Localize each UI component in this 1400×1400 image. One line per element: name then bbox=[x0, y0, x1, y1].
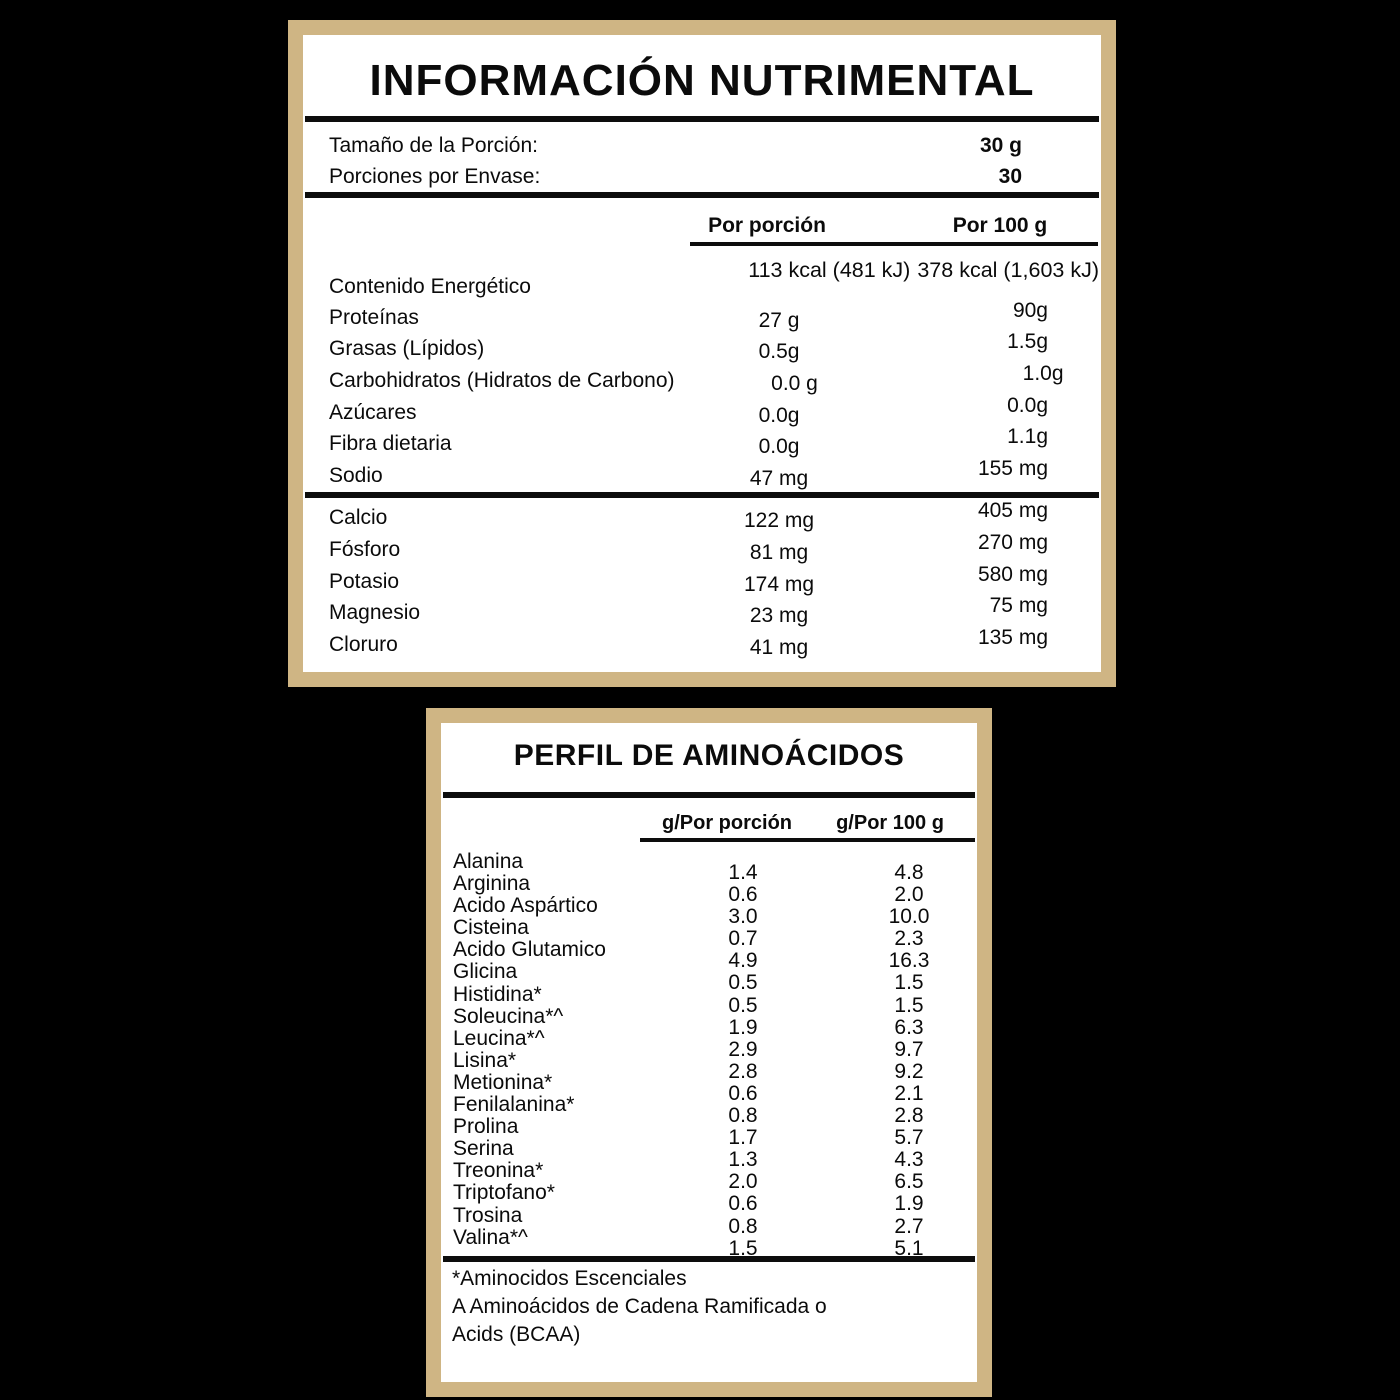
amino-label: Histidina* bbox=[453, 982, 542, 1006]
per-100g-value: 9.2 bbox=[894, 1059, 924, 1083]
per-serving-value: 3.0 bbox=[728, 905, 758, 929]
serving-size-label: Tamaño de la Porción: bbox=[329, 133, 538, 157]
per-serving-value: 0.6 bbox=[728, 1192, 758, 1216]
per-100g-value: 1.5 bbox=[894, 993, 924, 1017]
table-row bbox=[303, 499, 1101, 535]
per-100g-value: 155 mg bbox=[977, 456, 1048, 480]
energy-per-serving-value: 113 kcal (481 kJ) bbox=[748, 258, 911, 282]
per-serving-value: 1.5 bbox=[728, 1236, 758, 1260]
per-serving-value: 174 mg bbox=[743, 572, 815, 596]
amino-column-headers bbox=[441, 798, 977, 838]
mineral-label: Fósforo bbox=[329, 537, 401, 561]
mineral-label: Calcio bbox=[329, 506, 388, 530]
energy-label: Contenido Energético bbox=[329, 275, 531, 298]
amino-label: Fenilalanina* bbox=[453, 1093, 575, 1117]
per-serving-value: 1.7 bbox=[728, 1126, 758, 1150]
per-100g-value: 16.3 bbox=[888, 949, 930, 973]
nutrient-label: Proteínas bbox=[329, 305, 419, 329]
per-100g-column-header: Por 100 g bbox=[952, 214, 1048, 237]
per-serving-value: 0.0g bbox=[758, 435, 800, 459]
per-100g-value: 1.1g bbox=[1007, 425, 1048, 449]
energy-row bbox=[303, 246, 1101, 296]
table-row bbox=[303, 594, 1101, 629]
per-serving-value: 0.8 bbox=[728, 1104, 758, 1128]
per-serving-value: 1.3 bbox=[728, 1148, 758, 1172]
serving-section bbox=[303, 122, 1101, 192]
amino-label: Arginina bbox=[453, 872, 531, 896]
per-serving-value: 4.9 bbox=[728, 949, 758, 973]
per-serving-value: 0.6 bbox=[728, 883, 758, 907]
amino-label: Cisteina bbox=[453, 916, 529, 940]
per-serving-value: 0.5 bbox=[728, 993, 758, 1017]
table-row bbox=[303, 330, 1101, 366]
per-100g-value: 4.3 bbox=[894, 1148, 924, 1172]
nutrition-panel-title: INFORMACIÓN NUTRIMENTAL bbox=[369, 56, 1035, 105]
per-100g-value: 1.5 bbox=[894, 971, 924, 995]
footnote-bcaa-line2: Acids (BCAA) bbox=[452, 1322, 581, 1346]
per-100g-value: 5.7 bbox=[894, 1126, 924, 1150]
footnote-essential-aminoacids: *Aminocidos Escenciales bbox=[452, 1266, 687, 1290]
nutrient-label: Carbohidratos (Hidratos de Carbono) bbox=[329, 368, 675, 392]
per-serving-value: 0.6 bbox=[728, 1081, 758, 1105]
divider bbox=[640, 838, 975, 842]
amino-label: Soleucina*^ bbox=[453, 1004, 564, 1028]
per-100g-value: 9.7 bbox=[894, 1037, 924, 1061]
per-serving-value: 0.8 bbox=[728, 1214, 758, 1238]
per-100g-value: 6.3 bbox=[894, 1015, 924, 1039]
g-per-serving-column-header: g/Por porción bbox=[662, 811, 792, 834]
table-row bbox=[303, 625, 1101, 661]
per-serving-value: 0.5g bbox=[758, 340, 800, 364]
per-serving-value: 41 mg bbox=[749, 635, 809, 659]
amino-label: Prolina bbox=[453, 1115, 519, 1139]
amino-panel-title: PERFIL DE AMINOÁCIDOS bbox=[513, 739, 905, 772]
table-row bbox=[303, 361, 1101, 397]
nutrition-facts-panel bbox=[288, 20, 1116, 687]
amino-label: Acido Aspártico bbox=[453, 894, 598, 918]
per-serving-value: 1.9 bbox=[728, 1015, 758, 1039]
per-100g-value: 2.1 bbox=[894, 1081, 924, 1105]
per-serving-column-header: Por porción bbox=[708, 214, 826, 237]
footnotes bbox=[441, 1262, 977, 1349]
per-100g-value: 0.0g bbox=[1007, 393, 1048, 417]
amino-rows bbox=[441, 850, 977, 1260]
per-serving-value: 27 g bbox=[758, 308, 800, 332]
per-100g-value: 1.9 bbox=[894, 1192, 924, 1216]
mineral-label: Cloruro bbox=[329, 632, 398, 656]
g-per-100g-column-header: g/Por 100 g bbox=[836, 811, 944, 834]
amino-label: Serina bbox=[453, 1137, 514, 1161]
amino-label: Glicina bbox=[453, 960, 518, 984]
per-serving-value: 1.4 bbox=[728, 861, 758, 884]
nutrient-label: Fibra dietaria bbox=[329, 432, 452, 456]
table-row bbox=[303, 530, 1101, 566]
amino-label: Trosina bbox=[453, 1203, 523, 1227]
amino-label: Leucina*^ bbox=[453, 1026, 545, 1050]
per-100g-value: 270 mg bbox=[977, 530, 1048, 554]
amino-label: Treonina* bbox=[453, 1159, 544, 1183]
per-serving-value: 2.8 bbox=[728, 1059, 758, 1083]
table-row bbox=[303, 456, 1101, 492]
per-100g-value: 6.5 bbox=[894, 1170, 924, 1194]
table-row bbox=[303, 562, 1101, 598]
amino-label: Valina*^ bbox=[453, 1225, 528, 1249]
mineral-label: Magnesio bbox=[329, 601, 421, 625]
per-100g-value: 405 mg bbox=[977, 499, 1048, 523]
per-100g-value: 10.0 bbox=[888, 905, 930, 929]
per-100g-value: 1.0g bbox=[1022, 361, 1064, 385]
per-100g-value: 2.7 bbox=[894, 1214, 924, 1238]
amino-label: Acido Glutamico bbox=[453, 938, 606, 962]
per-100g-value: 2.0 bbox=[894, 883, 924, 907]
per-100g-value: 580 mg bbox=[977, 562, 1048, 586]
servings-per-container-row bbox=[303, 161, 1101, 192]
nutrient-label: Sodio bbox=[329, 463, 383, 487]
per-100g-value: 90g bbox=[1012, 298, 1048, 322]
divider bbox=[305, 492, 1099, 498]
per-serving-value: 0.0g bbox=[758, 403, 800, 427]
per-serving-value: 2.0 bbox=[728, 1170, 758, 1194]
per-100g-value: 5.1 bbox=[894, 1236, 924, 1260]
nutrient-label: Azúcares bbox=[329, 400, 417, 424]
energy-values bbox=[748, 258, 1099, 283]
per-100g-value: 135 mg bbox=[977, 625, 1048, 649]
table-row bbox=[303, 393, 1101, 429]
amino-label: Lisina* bbox=[453, 1048, 517, 1072]
per-serving-value: 0.0 g bbox=[771, 371, 818, 395]
table-row bbox=[303, 425, 1101, 460]
per-serving-value: 23 mg bbox=[749, 604, 809, 628]
amino-acids-panel bbox=[426, 708, 992, 1397]
amino-label: Triptofano* bbox=[453, 1181, 555, 1205]
per-serving-value: 0.5 bbox=[728, 971, 758, 995]
amino-label: Metionina* bbox=[453, 1070, 553, 1094]
nutrient-rows bbox=[303, 298, 1101, 492]
column-headers bbox=[303, 198, 1101, 242]
mineral-label: Potasio bbox=[329, 569, 400, 593]
servings-per-container-value: 30 bbox=[998, 164, 1022, 188]
per-100g-value: 1.5g bbox=[1007, 330, 1048, 354]
per-100g-value: 2.8 bbox=[894, 1104, 924, 1128]
per-serving-value: 81 mg bbox=[749, 540, 809, 564]
per-100g-value: 2.3 bbox=[894, 927, 924, 951]
per-serving-value: 47 mg bbox=[749, 466, 809, 490]
per-serving-value: 122 mg bbox=[743, 509, 815, 533]
per-serving-value: 0.7 bbox=[728, 927, 758, 951]
per-100g-value: 75 mg bbox=[989, 594, 1048, 618]
footnote-bcaa-line1: A Aminoácidos de Cadena Ramificada o bbox=[452, 1294, 827, 1318]
servings-per-container-label: Porciones por Envase: bbox=[329, 164, 541, 188]
serving-size-value: 30 g bbox=[979, 133, 1022, 157]
nutrient-label: Grasas (Lípidos) bbox=[329, 337, 485, 361]
mineral-rows bbox=[303, 499, 1101, 661]
per-100g-value: 4.8 bbox=[894, 861, 924, 884]
serving-size-row bbox=[303, 130, 1101, 161]
per-serving-value: 2.9 bbox=[728, 1037, 758, 1061]
energy-per-100g-value: 378 kcal (1,603 kJ) bbox=[917, 258, 1099, 282]
table-row bbox=[303, 298, 1101, 334]
amino-label: Alanina bbox=[453, 850, 524, 873]
